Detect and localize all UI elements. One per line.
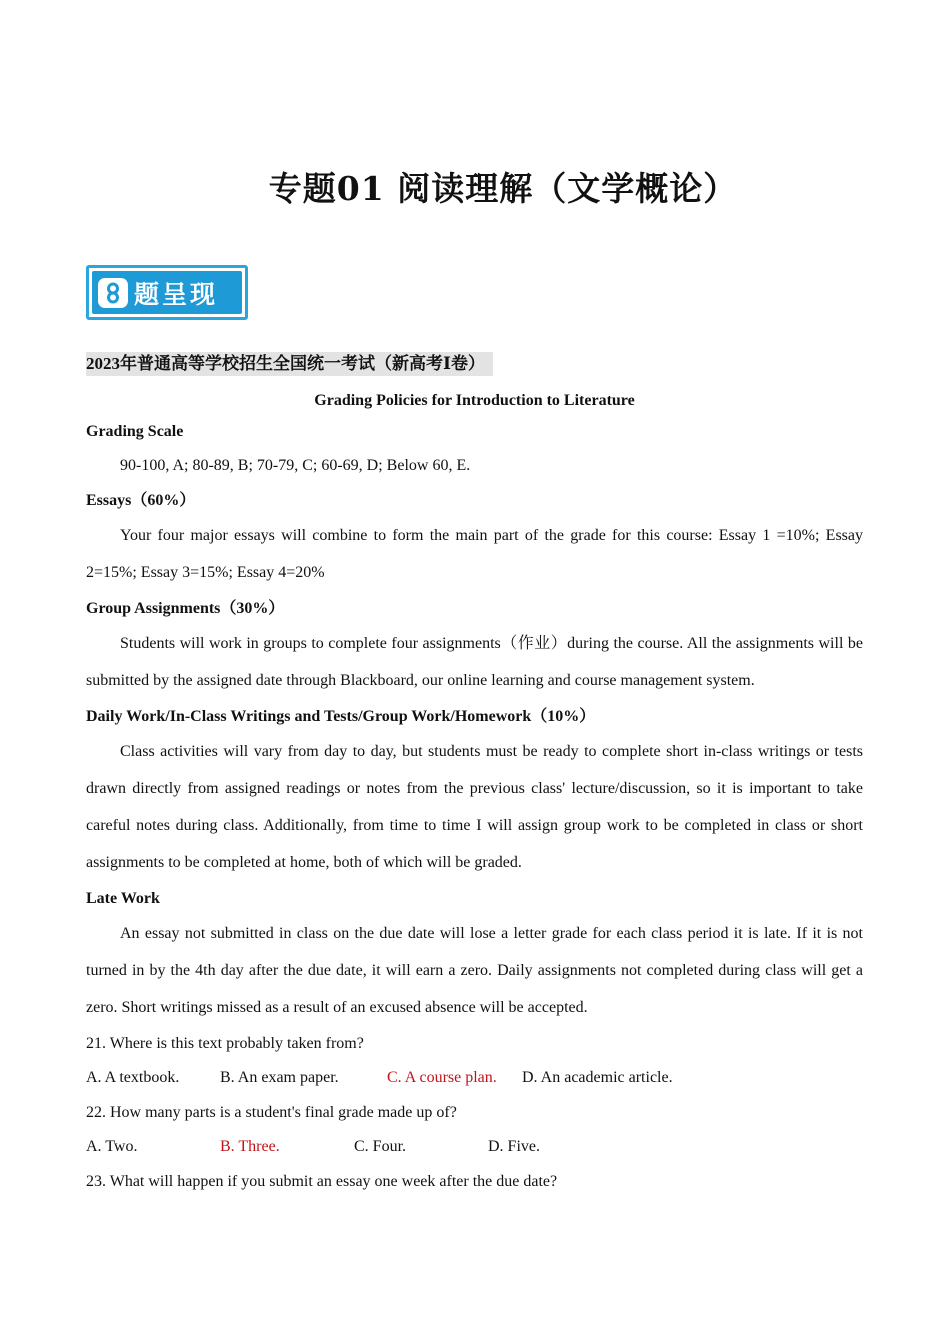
question-21-options — [86, 1061, 863, 1095]
question-23-stem: 23. What will happen if you submit an essay one week after the due date? — [86, 1173, 558, 1190]
logo-badge-icon — [98, 278, 128, 308]
section-heading-essays: Essays（60%） — [86, 492, 196, 509]
question-22-stem: 22. How many parts is a student's final grade made up of? — [86, 1104, 457, 1121]
section-logo — [86, 265, 248, 320]
option-a: A. Two. — [86, 1138, 138, 1155]
passage-title: Grading Policies for Introduction to Literature — [314, 392, 635, 409]
option-c-answer: C. A course plan. — [387, 1069, 497, 1086]
section-heading-late: Late Work — [86, 890, 160, 907]
option-b: B. An exam paper. — [220, 1069, 339, 1086]
option-d: D. An academic article. — [522, 1069, 673, 1086]
option-b-answer: B. Three. — [220, 1138, 280, 1155]
paragraph-essays: Your four major essays will combine to form the main part of the grade for this course: Essay 1 =10%; Essay 2=15%; Essay 3=15%; Essay 4=20% — [86, 527, 863, 581]
option-a: A. A textbook. — [86, 1069, 180, 1086]
passage — [86, 388, 863, 1199]
question-21-stem: 21. Where is this text probably taken from? — [86, 1035, 364, 1052]
question-22-options — [86, 1130, 863, 1164]
logo-text: 题呈现 — [134, 279, 219, 309]
option-c: C. Four. — [354, 1138, 407, 1155]
option-d: D. Five. — [488, 1138, 540, 1155]
paragraph-grading-scale: 90-100, A; 80-89, B; 70-79, C; 60-69, D; Below 60, E. — [120, 457, 471, 474]
page-title: 专题01 阅读理解（文学概论） — [268, 169, 738, 208]
section-heading-grading-scale: Grading Scale — [86, 423, 184, 440]
section-heading-group: Group Assignments（30%） — [86, 600, 285, 617]
paragraph-daily: Class activities will vary from day to day, but students must be ready to complete short in-class writings or tests drawn directly from assigned readings or notes from the previous class' lecture/discussion, so it is important to take careful notes during class. Additionally, from time to time I will assign group work to be completed in class or short assignments to be completed at home, both of which will be graded. — [86, 743, 863, 871]
logo-banner — [92, 271, 242, 314]
section-heading-daily: Daily Work/In-Class Writings and Tests/Group Work/Homework（10%） — [86, 708, 596, 725]
exam-source: 2023年普通高等学校招生全国统一考试（新高考Ⅰ卷） — [86, 352, 493, 376]
paragraph-late: An essay not submitted in class on the due date will lose a letter grade for each class period it is late. If it is not turned in by the 4th day after the due date, it will earn a zero. Daily assignments not completed during class will get a zero. Short writings missed as a result of an excused absence will be accepted. — [86, 925, 863, 1016]
paragraph-group: Students will work in groups to complete four assignments（作业）during the course. All the assignments will be submitted by the assigned date through Blackboard, our online learning and course management system. — [86, 635, 863, 689]
figure-eight-icon — [102, 282, 124, 304]
